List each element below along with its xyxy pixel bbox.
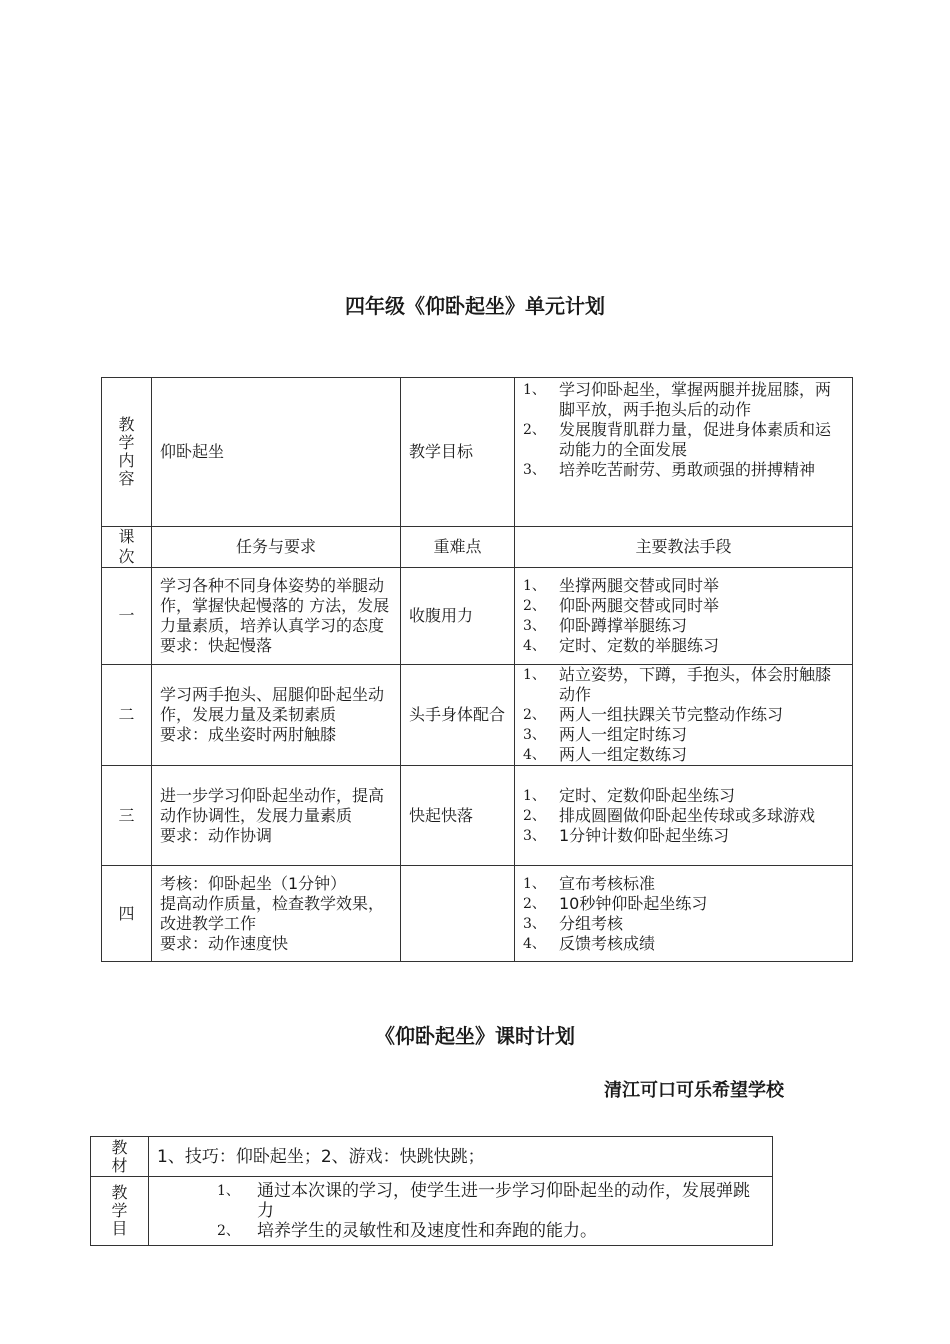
list-item: 2、 排成圆圈做仰卧起坐传球或多球游戏 <box>523 805 816 825</box>
header-lesson: 课次 <box>102 527 152 568</box>
objectives-list <box>515 380 852 480</box>
tasks-cell: 学习两手抱头、屈腿仰卧起坐动作，发展力量及柔韧素质 要求：成坐姿时两肘触膝 <box>152 665 401 766</box>
header-key-points: 重难点 <box>401 527 515 568</box>
lesson-objectives-row <box>91 1177 773 1246</box>
table-row <box>102 665 853 766</box>
lesson-number: 一 <box>102 568 152 665</box>
list-item: 4、 两人一组定数练习 <box>523 745 688 764</box>
list-item: 3、 1分钟计数仰卧起坐练习 <box>523 825 730 845</box>
material-label-cell <box>91 1137 149 1177</box>
content-row <box>102 378 853 527</box>
lesson-number: 四 <box>102 866 152 962</box>
content-label: 教学内容 <box>118 415 135 488</box>
list-item: 2、 两人一组扶踝关节完整动作练习 <box>523 705 784 724</box>
lesson-plan-title: 《仰卧起坐》课时计划 <box>375 1024 575 1048</box>
content-value-cell <box>152 378 401 527</box>
methods-list <box>515 874 852 954</box>
unit-plan-title: 四年级《仰卧起坐》单元计划 <box>345 294 605 318</box>
objectives-label-cell <box>401 378 515 527</box>
material-value: 1、技巧：仰卧起坐；2、游戏：快跳快跳； <box>157 1146 485 1167</box>
lesson-plan-table <box>90 1136 773 1246</box>
objectives-label: 教学目标 <box>409 442 474 461</box>
header-row <box>102 527 853 568</box>
list-item: 4、 反馈考核成绩 <box>523 933 656 953</box>
header-tasks: 任务与要求 <box>152 527 401 568</box>
lesson-objectives-list <box>149 1181 772 1241</box>
list-item: 1、 定时、定数仰卧起坐练习 <box>523 785 736 805</box>
tasks-cell: 学习各种不同身体姿势的举腿动作，掌握快起慢落的 方法，发展力量素质，培养认真学习的态度 要求：快起慢落 <box>152 568 401 665</box>
table-row <box>102 866 853 962</box>
methods-list <box>515 786 852 846</box>
list-item: 1、 通过本次课的学习，使学生进一步学习仰卧起坐的动作，发展弹跳力 <box>217 1181 750 1221</box>
list-item: 1、 学习仰卧起坐，掌握两腿并拢屈膝，两脚平放，两手抱头后的动作 <box>523 380 832 419</box>
methods-cell <box>515 766 853 866</box>
list-item: 1、 站立姿势，下蹲，手抱头，体会肘触膝动作 <box>523 665 832 704</box>
list-item: 3、 分组考核 <box>523 913 624 933</box>
list-item: 4、 定时、定数的举腿练习 <box>523 636 720 655</box>
lesson-objectives-cell <box>149 1177 773 1246</box>
list-item: 3、 培养吃苦耐劳、勇敢顽强的拼搏精神 <box>523 460 816 479</box>
methods-cell <box>515 866 853 962</box>
tasks-cell: 考核：仰卧起坐（1分钟） 提高动作质量，检查教学效果，改进教学工作 要求：动作速度快 <box>152 866 401 962</box>
material-row <box>91 1137 773 1177</box>
key-point-cell: 快起快落 <box>401 766 515 866</box>
material-value-cell <box>149 1137 773 1177</box>
list-item: 2、 10秒钟仰卧起坐练习 <box>523 893 708 913</box>
content-value: 仰卧起坐 <box>160 442 225 461</box>
list-item: 1、 坐撑两腿交替或同时举 <box>523 576 720 595</box>
unit-plan-table <box>101 377 853 962</box>
lesson-objectives-label: 教学目 <box>111 1183 128 1238</box>
list-item: 2、 培养学生的灵敏性和及速度性和奔跑的能力。 <box>217 1221 597 1241</box>
tasks-cell: 进一步学习仰卧起坐动作，提高动作协调性，发展力量素质 要求：动作协调 <box>152 766 401 866</box>
table-row <box>102 568 853 665</box>
list-item: 3、 仰卧蹲撑举腿练习 <box>523 616 688 635</box>
content-label-cell <box>102 378 152 527</box>
list-item: 2、 仰卧两腿交替或同时举 <box>523 596 720 615</box>
key-point-cell <box>401 866 515 962</box>
material-label: 教材 <box>111 1137 128 1175</box>
lesson-objectives-label-cell <box>91 1177 149 1246</box>
methods-list <box>515 665 852 765</box>
key-point-cell: 头手身体配合 <box>401 665 515 766</box>
lesson-number: 二 <box>102 665 152 766</box>
school-name: 清江可口可乐希望学校 <box>604 1080 784 1101</box>
key-point-cell: 收腹用力 <box>401 568 515 665</box>
lesson-number: 三 <box>102 766 152 866</box>
objectives-cell <box>515 378 853 527</box>
methods-cell <box>515 665 853 766</box>
list-item: 2、 发展腹背肌群力量，促进身体素质和运动能力的全面发展 <box>523 420 832 459</box>
list-item: 3、 两人一组定时练习 <box>523 725 688 744</box>
table-row <box>102 766 853 866</box>
list-item: 1、 宣布考核标准 <box>523 873 656 893</box>
methods-cell <box>515 568 853 665</box>
header-methods: 主要教法手段 <box>515 527 853 568</box>
methods-list <box>515 576 852 656</box>
